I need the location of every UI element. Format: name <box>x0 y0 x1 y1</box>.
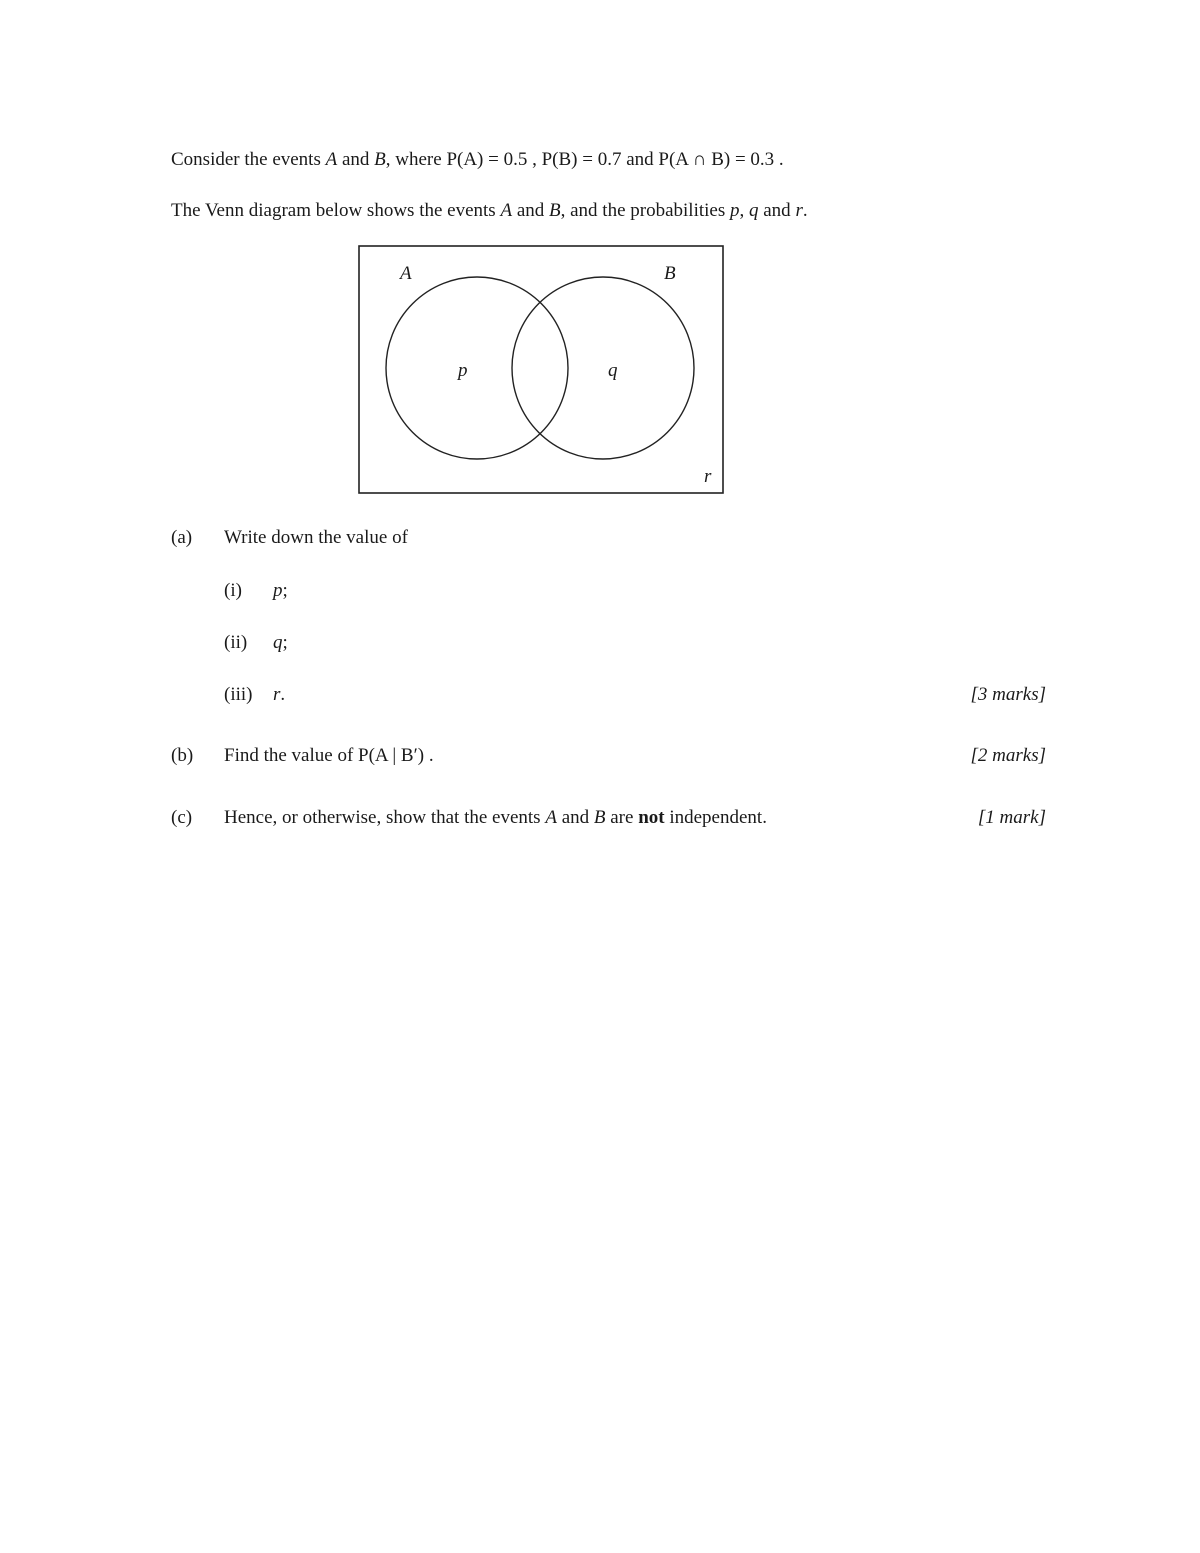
question-a-text: Write down the value of <box>224 527 408 548</box>
prob-a-and-b: P(A ∩ B) = 0.3 <box>658 149 775 170</box>
region-r-label: r <box>704 466 712 487</box>
question-text: independent. <box>664 807 767 828</box>
emphasis-not: not <box>638 807 665 828</box>
question-c-marks: [1 mark] <box>977 807 1046 828</box>
question-text: Hence, or otherwise, show that the events <box>224 807 546 828</box>
set-a-label: A <box>400 263 412 284</box>
event-b: B <box>593 807 606 828</box>
var-p: p <box>730 200 740 221</box>
punctuation: ; <box>282 580 288 601</box>
intro-text: , <box>739 200 749 221</box>
intro-text: and <box>337 149 375 170</box>
conditional-prob-expression: P(A | B′) <box>358 745 425 766</box>
event-b: B <box>549 200 561 221</box>
punctuation: ; <box>282 632 288 653</box>
region-q-label: q <box>608 360 618 381</box>
question-a-marks: [3 marks] <box>970 684 1046 705</box>
intro-text: and <box>621 149 659 170</box>
part-iii-label: (iii) <box>224 684 253 705</box>
event-b: B <box>374 149 386 170</box>
question-c-label: (c) <box>171 807 193 828</box>
intro-text: The Venn diagram below shows the events <box>171 200 501 221</box>
var-q: q <box>273 632 283 653</box>
intro-text: Consider the events <box>171 149 326 170</box>
intro-text: and <box>512 200 549 221</box>
var-r: r <box>795 200 803 221</box>
region-p-label: p <box>458 360 468 381</box>
var-r: r <box>273 684 281 705</box>
part-i-label: (i) <box>224 580 242 601</box>
prob-b: P(B) = 0.7 <box>541 149 622 170</box>
part-iii-text <box>273 683 285 707</box>
question-b-label: (b) <box>171 745 194 766</box>
var-p: p <box>273 580 283 601</box>
question-b-text <box>224 744 434 768</box>
event-a: A <box>325 149 338 170</box>
part-i-text <box>273 579 288 603</box>
event-a: A <box>500 200 513 221</box>
question-b-marks: [2 marks] <box>970 745 1046 766</box>
part-ii-label: (ii) <box>224 632 248 653</box>
question-text: are <box>605 807 639 828</box>
intro-text: . <box>774 149 784 170</box>
part-ii-text <box>273 631 288 655</box>
question-c-text <box>224 806 767 830</box>
event-a: A <box>545 807 557 828</box>
punctuation: . <box>424 745 434 766</box>
intro-text: . <box>802 200 808 221</box>
intro-line-2 <box>171 199 808 223</box>
intro-text: , where <box>385 149 447 170</box>
question-text: Find the value of <box>224 745 359 766</box>
var-q: q <box>749 200 759 221</box>
circle-a <box>386 277 568 459</box>
question-a-label: (a) <box>171 527 193 548</box>
separator: , <box>527 149 542 170</box>
prob-a: P(A) = 0.5 <box>446 149 528 170</box>
question-text: and <box>556 807 594 828</box>
intro-text: , and the probabilities <box>560 200 730 221</box>
punctuation: . <box>280 684 286 705</box>
venn-diagram <box>358 245 725 495</box>
set-b-label: B <box>664 263 676 284</box>
intro-text: and <box>758 200 796 221</box>
intro-line-1 <box>171 148 784 172</box>
circle-b <box>512 277 694 459</box>
